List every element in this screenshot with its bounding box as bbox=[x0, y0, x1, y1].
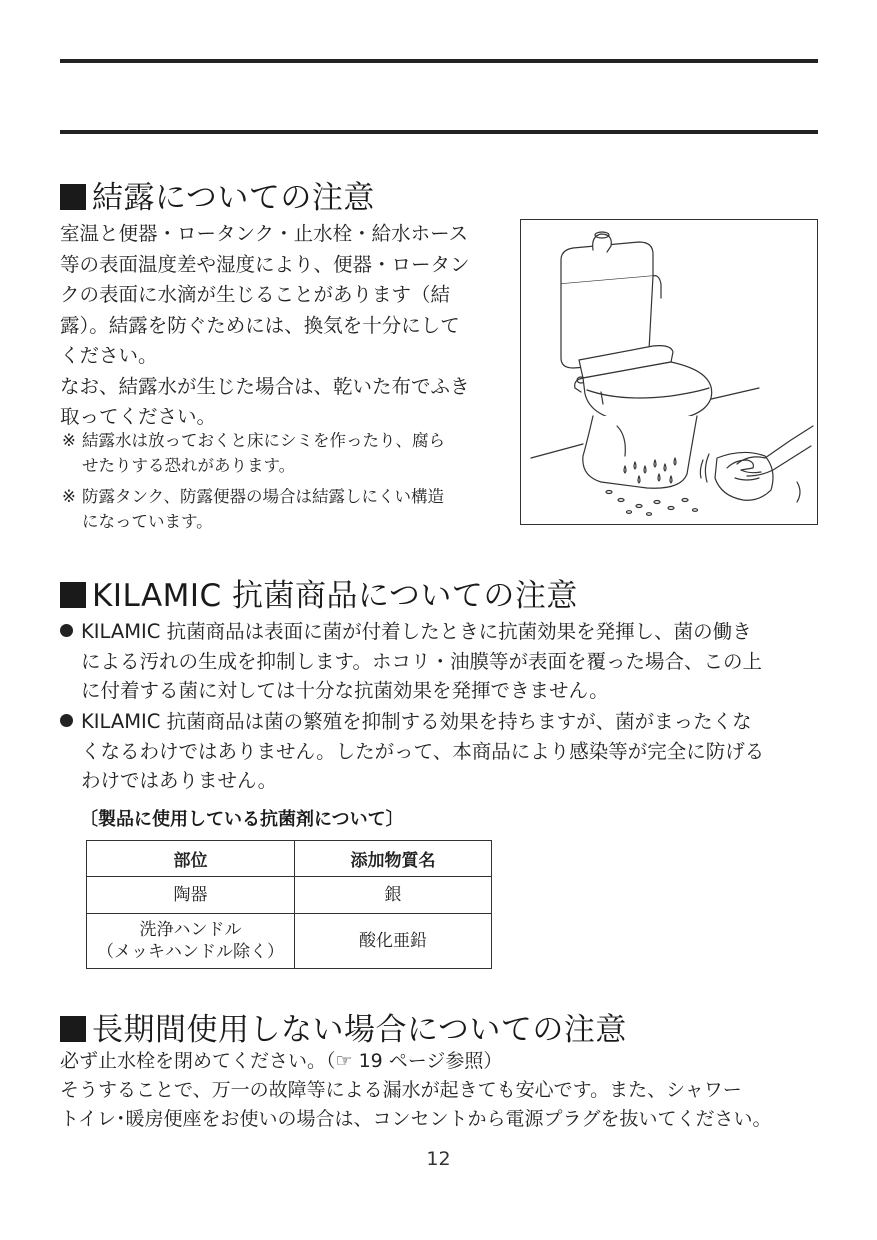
cell-agent: 銀 bbox=[295, 877, 492, 914]
antibacterial-agent-table bbox=[86, 840, 492, 969]
table-row bbox=[87, 914, 492, 969]
text-line: クの表面に水滴が生じることがあります（結 bbox=[60, 283, 451, 306]
text-line: 取ってください。 bbox=[60, 405, 217, 428]
cell-part: 陶器 bbox=[87, 877, 295, 914]
text-line: 必ず止水栓を閉めてください。（☞ 19 ページ参照） bbox=[60, 1050, 503, 1072]
kilamic-heading: KILAMIC 抗菌商品についての注意 bbox=[60, 570, 578, 615]
note-mark: ※ bbox=[62, 431, 76, 450]
text-line: 露）。結露を防ぐためには、換気を十分にして bbox=[60, 313, 460, 337]
bullet-dot-icon bbox=[60, 714, 73, 727]
cell-part: 洗浄ハンドル （メッキハンドル除く） bbox=[87, 914, 295, 969]
column-header-part: 部位 bbox=[87, 841, 295, 877]
header-rule bbox=[60, 130, 818, 134]
square-bullet-icon bbox=[60, 184, 86, 210]
table-header-row bbox=[87, 841, 492, 877]
cell-agent: 酸化亜鉛 bbox=[295, 914, 492, 969]
square-bullet-icon bbox=[60, 1016, 86, 1042]
longterm-heading: 長期間使用しない場合についての注意 bbox=[60, 1004, 627, 1049]
kilamic-bullet-1: KILAMIC 抗菌商品は表面に菌が付着したときに抗菌効果を発揮し、菌の働き による汚れの生成を抑制します。ホコリ・油膜等が表面を覆った場合、この上 に付着する菌に対しては十分な抗菌効果を発揮できません。 bbox=[60, 617, 820, 706]
condensation-note-1: ※ 結露水は放っておくと床にシミを作ったり、腐ら せたりする恐れがあります。 bbox=[62, 428, 514, 478]
condensation-text bbox=[60, 219, 512, 433]
text-line: トイレ･暖房便座をお使いの場合は、コンセントから電源プラグを抜いてください。 bbox=[60, 1108, 772, 1130]
toilet-condensation-illustration bbox=[520, 219, 818, 525]
top-rule bbox=[60, 59, 818, 63]
page-number: 12 bbox=[426, 1148, 451, 1170]
kilamic-bullet-2: KILAMIC 抗菌商品は菌の繁殖を抑制する効果を持ちますが、菌がまったくな くなるわけではありません。したがって、本商品により感染等が完全に防げる わけではありません。 bbox=[60, 707, 820, 796]
square-bullet-icon bbox=[60, 582, 86, 608]
condensation-heading: 結露についての注意 bbox=[60, 172, 375, 217]
longterm-text bbox=[60, 1047, 830, 1134]
table-caption: 〔製品に使用している抗菌剤について〕 bbox=[80, 809, 404, 830]
table-row bbox=[87, 877, 492, 914]
text-line: 室温と便器・ロータンク・止水栓・給水ホース bbox=[60, 222, 469, 245]
column-header-agent: 添加物質名 bbox=[295, 841, 492, 877]
bullet-dot-icon bbox=[60, 624, 73, 637]
toilet-illustration-icon bbox=[521, 220, 817, 524]
text-line: そうすることで、万一の故障等による漏水が起きても安心です。また、シャワー bbox=[60, 1079, 742, 1101]
text-line: 等の表面温度差や湿度により、便器・ロータン bbox=[60, 252, 470, 276]
condensation-note-2: ※ 防露タンク、防露便器の場合は結露しにくい構造 になっています。 bbox=[62, 484, 514, 534]
text-line: なお、結露水が生じた場合は、乾いた布でふき bbox=[60, 374, 470, 398]
text-line: ください。 bbox=[60, 344, 158, 367]
note-mark: ※ bbox=[62, 487, 76, 506]
